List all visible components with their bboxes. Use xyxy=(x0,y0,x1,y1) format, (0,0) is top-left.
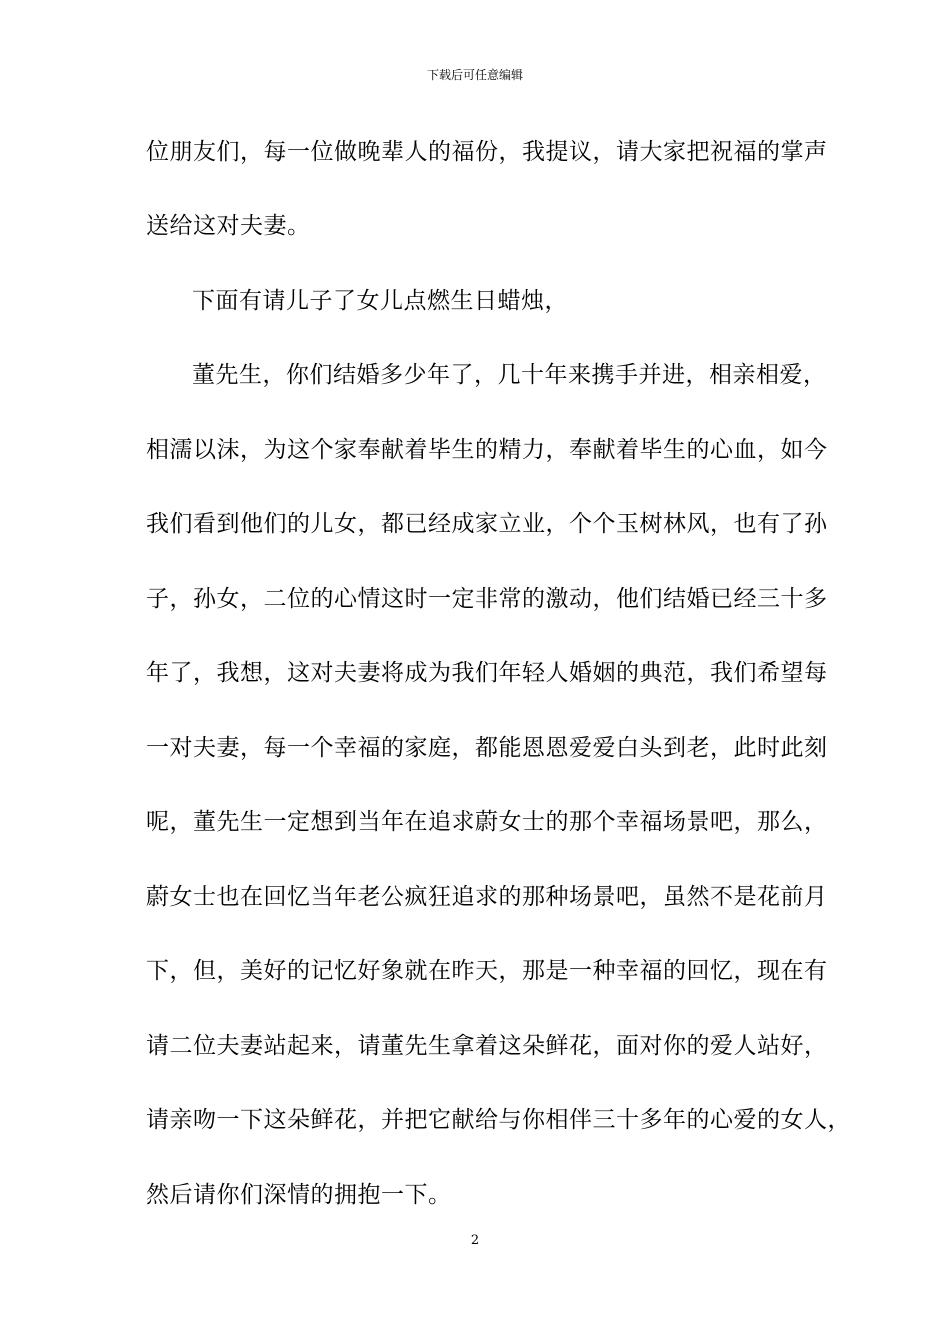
body-line: 一对夫妻，每一个幸福的家庭，都能恩恩爱爱白头到老，此时此刻 xyxy=(146,735,828,761)
body-line: 下面有请儿子了女儿点燃生日蜡烛， xyxy=(192,288,568,314)
body-line: 子，孙女，二位的心情这时一定非常的激动，他们结婚已经三十多 xyxy=(146,586,828,612)
body-line: 呢，董先生一定想到当年在追求蔚女士的那个幸福场景吧，那么， xyxy=(146,809,828,835)
body-line: 下，但，美好的记忆好象就在昨天，那是一种幸福的回忆，现在有 xyxy=(146,958,828,984)
body-line: 请亲吻一下这朵鲜花，并把它献给与你相伴三十多年的心爱的女人， xyxy=(146,1107,851,1133)
body-line: 我们看到他们的儿女，都已经成家立业，个个玉树林风，也有了孙 xyxy=(146,511,828,537)
body-line: 然后请你们深情的拥抱一下。 xyxy=(146,1182,452,1208)
body-line: 蔚女士也在回忆当年老公疯狂追求的那种场景吧，虽然不是花前月 xyxy=(146,884,828,910)
body-line: 董先生，你们结婚多少年了，几十年来携手并进，相亲相爱， xyxy=(192,362,827,388)
body-line: 年了，我想，这对夫妻将成为我们年轻人婚姻的典范，我们希望每 xyxy=(146,660,828,686)
body-line: 请二位夫妻站起来，请董先生拿着这朵鲜花，面对你的爱人站好， xyxy=(146,1033,828,1059)
page-number: 2 xyxy=(470,1233,480,1248)
body-line: 相濡以沫，为这个家奉献着毕生的精力，奉献着毕生的心血，如今 xyxy=(146,437,828,463)
body-line: 位朋友们，每一位做晚辈人的福份，我提议，请大家把祝福的掌声 xyxy=(146,139,828,165)
page-header: 下载后可任意编辑 xyxy=(426,68,523,82)
body-line: 送给这对夫妻。 xyxy=(146,213,311,239)
